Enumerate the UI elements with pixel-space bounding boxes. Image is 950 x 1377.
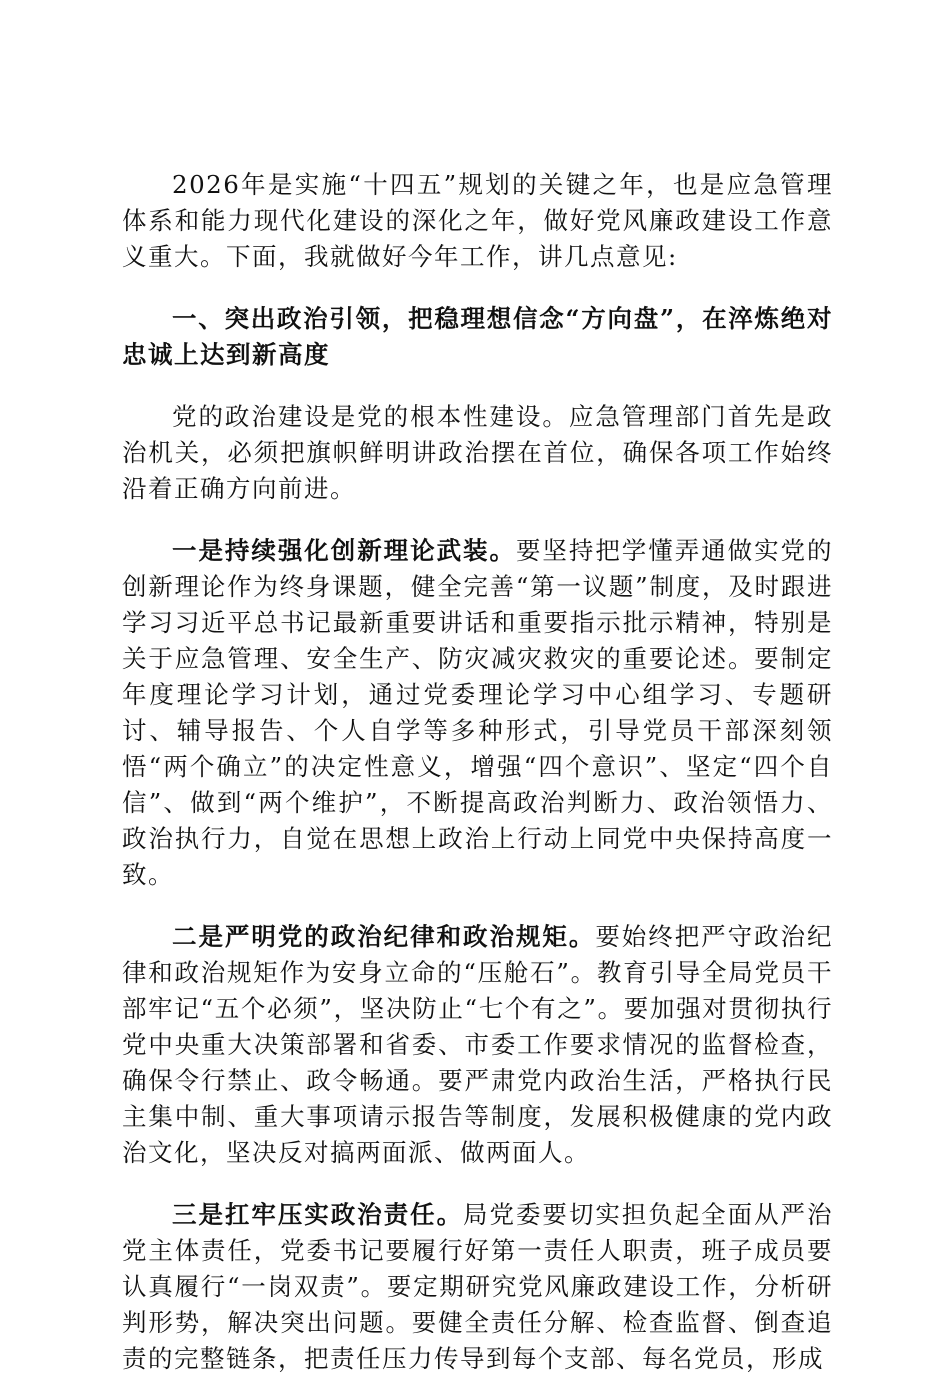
item-paragraph-2 (122, 919, 833, 1171)
item-body-2: 要始终把严守政治纪律和政治规矩作为安身立命的“压舱石”。教育引导全局党员干部牢记“五个必须”，坚决防止“七个有之”。要加强对贯彻执行党中央重大决策部署和省委、市委工作要求情况的监督检查，确保令行禁止、政令畅通。要严肃党内政治生活，严格执行民主集中制、重大事项请示报告等制度，发展积极健康的党内政治文化，坚决反对搞两面派、做两面人。 (122, 922, 834, 1167)
item-lead-1: 一是持续强化创新理论武装。 (172, 536, 516, 565)
item-body-3: 局党委要切实担负起全面从严治党主体责任，党委书记要履行好第一责任人职责，班子成员要认真履行“一岗双责”。要定期研究党风廉政建设工作，分析研判形势，解决突出问题。要健全责任分解、检查监督、倒查追责的完整链条，把责任压力传导到每个支部、每名党员，形成 (122, 1200, 834, 1373)
item-paragraph-3 (122, 1197, 833, 1377)
section-heading: 一、突出政治引领，把稳理想信念“方向盘”，在淬炼绝对忠诚上达到新高度 (122, 304, 833, 369)
item-lead-2: 二是严明党的政治纪律和政治规矩。 (172, 922, 596, 951)
document-page (122, 167, 833, 1377)
item-paragraph-1 (122, 533, 833, 893)
section-intro-paragraph: 党的政治建设是党的根本性建设。应急管理部门首先是政治机关，必须把旗帜鲜明讲政治摆在首位，确保各项工作始终沿着正确方向前进。 (122, 402, 833, 503)
intro-paragraph: 2026年是实施“十四五”规划的关键之年，也是应急管理体系和能力现代化建设的深化之年，做好党风廉政建设工作意义重大。下面，我就做好今年工作，讲几点意见: (122, 170, 833, 271)
item-body-1: 要坚持把学懂弄通做实党的创新理论作为终身课题，健全完善“第一议题”制度，及时跟进学习习近平总书记最新重要讲话和重要指示批示精神，特别是关于应急管理、安全生产、防灾减灾救灾的重要论述。要制定年度理论学习计划，通过党委理论学习中心组学习、专题研讨、辅导报告、个人自学等多种形式，引导党员干部深刻领悟“两个确立”的决定性意义，增强“四个意识”、坚定“四个自信”、做到“两个维护”，不断提高政治判断力、政治领悟力、政治执行力，自觉在思想上政治上行动上同党中央保持高度一致。 (122, 536, 834, 889)
item-lead-3: 三是扛牢压实政治责任。 (172, 1200, 464, 1229)
